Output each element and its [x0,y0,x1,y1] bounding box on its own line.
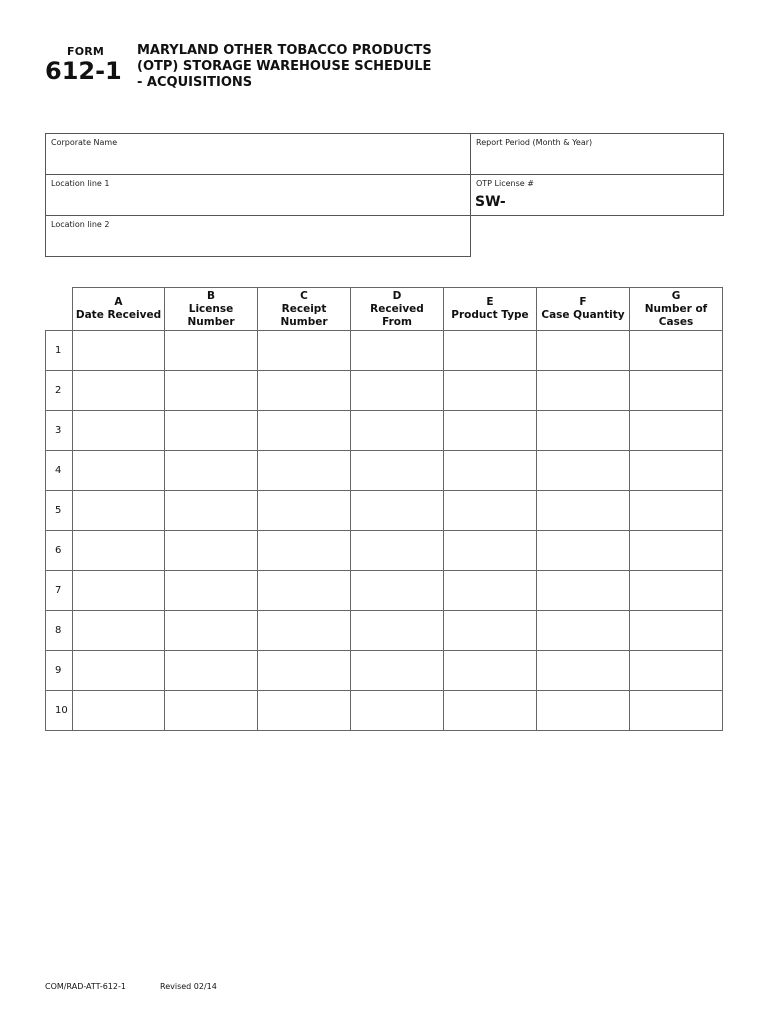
table-cell-d[interactable] [351,411,444,451]
table-cell-g[interactable] [630,691,723,731]
table-row [46,611,723,651]
table-cell-f[interactable] [537,611,630,651]
table-cell-a[interactable] [73,451,165,491]
column-header-a [73,288,165,331]
table-cell-f[interactable] [537,411,630,451]
table-cell-e[interactable] [444,451,537,491]
column-header-d [351,288,444,331]
table-cell-f[interactable] [537,331,630,371]
revision-date: Revised 02/14 [160,982,217,991]
table-cell-e[interactable] [444,571,537,611]
table-cell-c[interactable] [258,371,351,411]
table-cell-g[interactable] [630,611,723,651]
table-cell-c[interactable] [258,491,351,531]
table-cell-b[interactable] [165,571,258,611]
table-cell-c[interactable] [258,411,351,451]
corporate-name-field[interactable] [45,133,471,175]
table-cell-b[interactable] [165,531,258,571]
corporate-name-label: Corporate Name [51,138,118,147]
table-cell-d[interactable] [351,611,444,651]
form-code: COM/RAD-ATT-612-1 [45,982,126,991]
table-cell-g[interactable] [630,371,723,411]
column-letter: F [579,296,587,308]
table-cell-e[interactable] [444,331,537,371]
table-cell-b[interactable] [165,611,258,651]
table-cell-c[interactable] [258,331,351,371]
table-cell-b[interactable] [165,651,258,691]
form-title [137,43,467,91]
acquisitions-table [45,287,723,731]
location-line-2-label: Location line 2 [51,220,110,229]
table-row [46,531,723,571]
table-cell-e[interactable] [444,691,537,731]
table-cell-g[interactable] [630,531,723,571]
table-corner-cell [46,288,73,331]
table-cell-f[interactable] [537,531,630,571]
form-label: FORM [67,45,105,58]
table-cell-c[interactable] [258,651,351,691]
table-cell-d[interactable] [351,531,444,571]
table-cell-b[interactable] [165,411,258,451]
table-cell-b[interactable] [165,691,258,731]
table-cell-a[interactable] [73,611,165,651]
table-cell-g[interactable] [630,491,723,531]
row-number: 8 [46,611,73,651]
table-row [46,491,723,531]
row-number: 7 [46,571,73,611]
table-cell-a[interactable] [73,691,165,731]
table-cell-e[interactable] [444,611,537,651]
table-cell-b[interactable] [165,371,258,411]
table-cell-d[interactable] [351,571,444,611]
column-name: Date Received [75,309,162,321]
table-cell-c[interactable] [258,611,351,651]
location-line-1-field[interactable] [45,174,471,216]
column-letter: A [114,296,123,308]
table-cell-c[interactable] [258,691,351,731]
table-cell-b[interactable] [165,331,258,371]
table-cell-g[interactable] [630,331,723,371]
column-letter: E [486,296,494,308]
table-cell-a[interactable] [73,531,165,571]
column-header-b [165,288,258,331]
table-cell-d[interactable] [351,371,444,411]
table-cell-g[interactable] [630,411,723,451]
column-name: Number of Cases [644,302,708,328]
otp-license-field[interactable] [470,174,724,216]
table-row [46,651,723,691]
form-title-line: MARYLAND OTHER TOBACCO PRODUCTS [137,43,432,58]
otp-license-label: OTP License # [476,179,534,188]
table-cell-f[interactable] [537,451,630,491]
row-number: 4 [46,451,73,491]
row-number: 2 [46,371,73,411]
table-cell-f[interactable] [537,571,630,611]
location-line-1-label: Location line 1 [51,179,110,188]
table-cell-f[interactable] [537,491,630,531]
table-row [46,411,723,451]
table-row [46,451,723,491]
table-row [46,691,723,731]
column-name: Received From [370,302,424,328]
form-title-line: (OTP) STORAGE WAREHOUSE SCHEDULE [137,59,432,74]
column-letter: G [671,289,681,302]
table-cell-e[interactable] [444,491,537,531]
column-header-e [444,288,537,331]
table-cell-c[interactable] [258,451,351,491]
table-cell-a[interactable] [73,331,165,371]
report-period-label: Report Period (Month & Year) [476,138,593,147]
location-line-2-field[interactable] [45,215,471,257]
table-cell-a[interactable] [73,571,165,611]
column-name: Case Quantity [541,309,625,321]
table-cell-f[interactable] [537,651,630,691]
table-header-row [46,288,723,331]
table-cell-a[interactable] [73,491,165,531]
row-number: 9 [46,651,73,691]
table-cell-a[interactable] [73,651,165,691]
table-cell-g[interactable] [630,651,723,691]
table-cell-c[interactable] [258,531,351,571]
table-cell-d[interactable] [351,651,444,691]
otp-license-prefix: SW- [475,194,506,210]
column-header-c [258,288,351,331]
table-cell-g[interactable] [630,571,723,611]
table-body [46,331,723,731]
table-cell-f[interactable] [537,371,630,411]
table-cell-g[interactable] [630,451,723,491]
row-number: 3 [46,411,73,451]
table-cell-d[interactable] [351,451,444,491]
table-cell-c[interactable] [258,571,351,611]
report-period-field[interactable] [470,133,724,175]
table-cell-b[interactable] [165,491,258,531]
table-cell-e[interactable] [444,411,537,451]
column-header-g [630,288,723,331]
table-cell-d[interactable] [351,491,444,531]
table-cell-b[interactable] [165,451,258,491]
column-name: License Number [187,302,235,328]
table-cell-d[interactable] [351,331,444,371]
table-cell-a[interactable] [73,411,165,451]
column-letter: D [392,289,402,302]
column-name: Product Type [451,309,529,321]
table-cell-e[interactable] [444,371,537,411]
column-letter: B [206,289,215,302]
row-number: 6 [46,531,73,571]
table-row [46,371,723,411]
column-letter: C [300,289,308,302]
table-cell-f[interactable] [537,691,630,731]
table-row [46,571,723,611]
form-title-line: - ACQUISITIONS [137,75,253,90]
table-cell-a[interactable] [73,371,165,411]
table-cell-d[interactable] [351,691,444,731]
row-number: 5 [46,491,73,531]
column-header-f [537,288,630,331]
form-number: 612-1 [45,57,122,85]
row-number: 1 [46,331,73,371]
table-cell-e[interactable] [444,651,537,691]
table-row [46,331,723,371]
column-name: Receipt Number [280,302,328,328]
row-number: 10 [46,691,73,731]
table-cell-e[interactable] [444,531,537,571]
